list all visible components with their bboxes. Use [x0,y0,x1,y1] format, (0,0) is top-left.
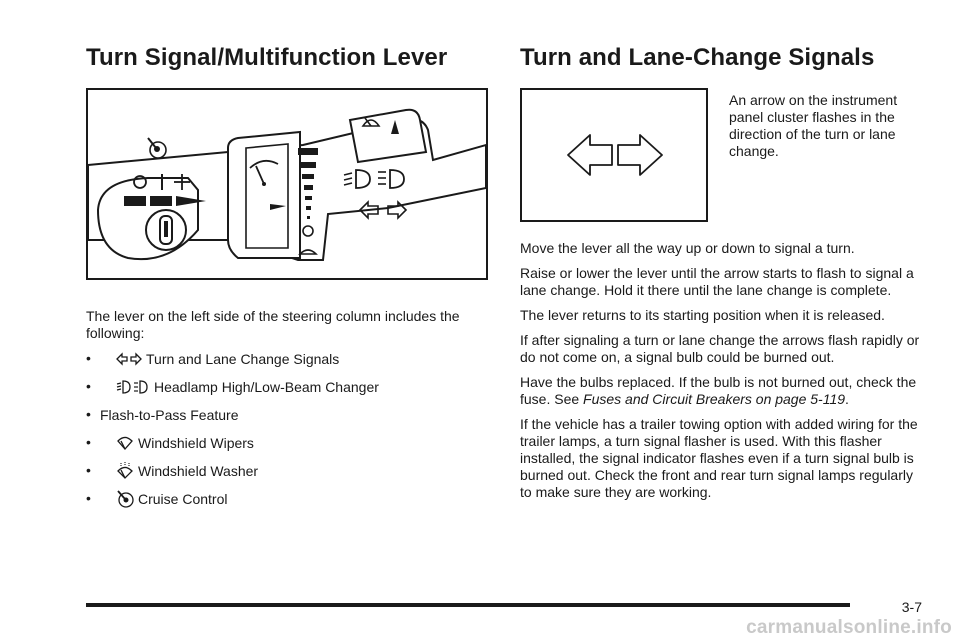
list-item [86,373,490,401]
paragraph: If the vehicle has a trailer towing option with added wiring for the trailer lamps, a turn signal flasher is used. With this flasher installed, the signal indicator flashes even if a turn signal bulb is burned out. Check the front and rear turn signal lamps regularly to make sure they are working. [520,416,918,500]
paragraph [520,374,924,408]
headlamp-beam-icon [116,379,150,395]
cruise-control-icon [116,490,134,508]
watermark: carmanualsonline.info [746,617,952,638]
fuses-reference-link[interactable]: Fuses and Circuit Breakers on page 5-119 [583,391,846,407]
feature-label: Cruise Control [138,491,228,507]
list-item [86,429,490,457]
turn-signal-arrows-icon [116,352,142,366]
windshield-washer-icon [116,462,134,480]
paragraph: Move the lever all the way up or down to signal a turn. [520,240,855,256]
feature-label: Windshield Washer [138,463,259,479]
paragraph: Raise or lower the lever until the arrow starts to flash to signal a lane change. Hold it there until the lane change is complete. [520,265,914,298]
footer-rule [86,603,850,607]
turn-arrow-illustration [520,88,708,222]
list-item [86,401,490,429]
feature-label: Turn and Lane Change Signals [146,351,340,367]
cruise-icon-on-stalk [148,138,166,158]
paragraph-text: Have the bulbs replaced. If the bulb is not burned out, check the fuse. See [520,374,917,407]
bullet: • [86,462,91,478]
list-item [86,457,490,485]
lever-illustration [86,88,488,280]
page-number: 3-7 [901,599,922,615]
turn-arrows-diagram [522,90,706,220]
paragraph: If after signaling a turn or lane change the arrows flash rapidly or do not come on, a signal bulb could be burned out. [520,332,920,365]
arrow-caption: An arrow on the instrument panel cluster flashes in the direction of the turn or lane change. [729,92,898,159]
bullet: • [86,378,91,394]
bullet: • [86,406,91,422]
feature-label: Windshield Wipers [138,435,254,451]
paragraph: The lever returns to its starting position when it is released. [520,307,885,323]
left-column [86,42,490,74]
windshield-wiper-icon [116,435,134,451]
paragraph-text: . [845,391,849,407]
bullet: • [86,490,91,506]
lever-diagram [88,90,486,278]
section-heading-lever: Turn Signal/Multifunction Lever [86,44,448,71]
feature-label: Flash-to-Pass Feature [100,407,239,423]
list-item [86,345,490,373]
right-column [520,42,912,74]
bullet: • [86,350,91,366]
feature-list [86,345,490,513]
bullet: • [86,434,91,450]
signal-paragraphs [520,240,924,509]
list-item [86,485,490,513]
lever-intro-text: The lever on the left side of the steering column includes the following: [86,308,460,341]
section-heading-signals: Turn and Lane-Change Signals [520,44,875,71]
feature-label: Headlamp High/Low-Beam Changer [154,379,379,395]
